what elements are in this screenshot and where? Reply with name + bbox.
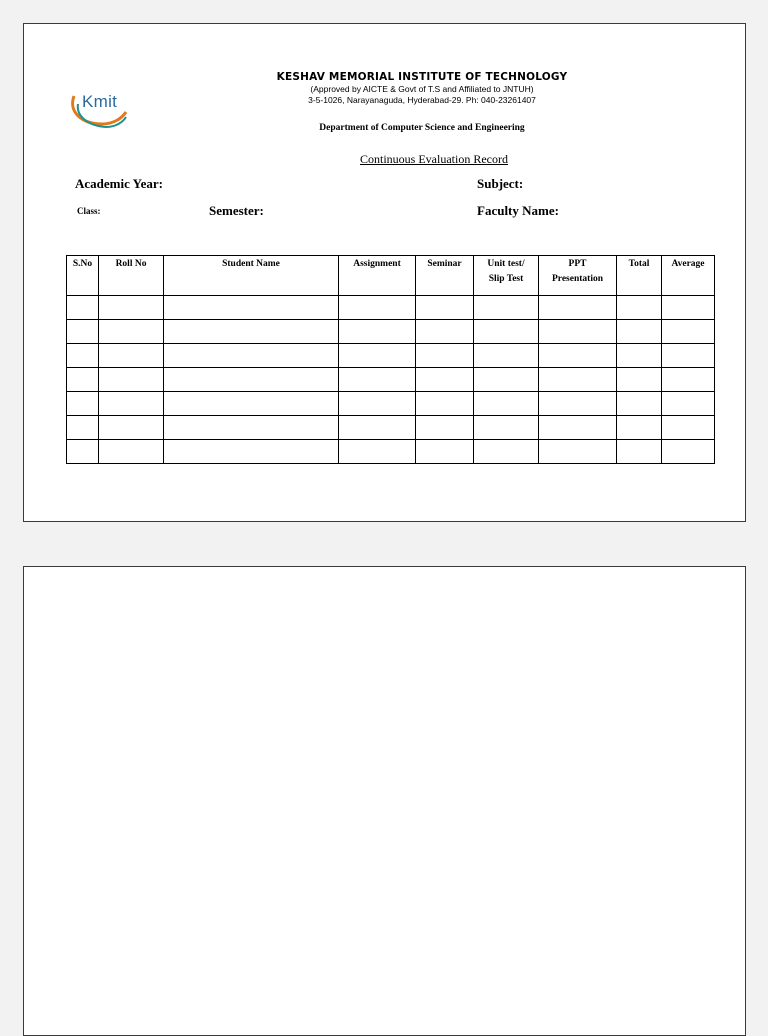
table-body (67, 296, 715, 464)
table-cell (416, 416, 474, 440)
table-cell (539, 368, 617, 392)
table-row (67, 392, 715, 416)
table-row (67, 296, 715, 320)
table-cell (164, 368, 339, 392)
table-cell (339, 392, 416, 416)
col-header-sno: S.No (67, 256, 99, 296)
table-cell (539, 296, 617, 320)
table-cell (339, 344, 416, 368)
col-header-assignment: Assignment (339, 256, 416, 296)
table-cell (474, 296, 539, 320)
institution-address: 3-5-1026, Narayanaguda, Hyderabad-29. Ph: 040-23261407 (308, 95, 536, 105)
table-cell (539, 440, 617, 464)
table-cell (164, 440, 339, 464)
table-cell (474, 344, 539, 368)
col-header-student-name: Student Name (164, 256, 339, 296)
subject-label: Subject: (477, 176, 524, 191)
col-header-unit-test: Unit test/ Slip Test (474, 256, 539, 296)
table-cell (99, 296, 164, 320)
evaluation-table (66, 255, 715, 464)
table-cell (339, 440, 416, 464)
table-cell (67, 440, 99, 464)
table-cell (339, 296, 416, 320)
table-cell (539, 320, 617, 344)
institution-approval: (Approved by AICTE & Govt of T.S and Affiliated to JNTUH) (310, 84, 534, 94)
table-cell (539, 392, 617, 416)
table-cell (67, 296, 99, 320)
table-cell (416, 344, 474, 368)
kmit-logo (68, 90, 132, 138)
table-cell (662, 392, 715, 416)
table-cell (339, 368, 416, 392)
col-header-ppt: PPT Presentation (539, 256, 617, 296)
table-cell (416, 440, 474, 464)
table-cell (99, 416, 164, 440)
table-cell (99, 320, 164, 344)
semester-label: Semester: (209, 203, 264, 218)
faculty-name-label: Faculty Name: (477, 203, 559, 218)
table-cell (164, 296, 339, 320)
table-cell (99, 344, 164, 368)
evaluation-record-page (23, 23, 746, 522)
table-cell (164, 320, 339, 344)
table-cell (474, 392, 539, 416)
table-row (67, 344, 715, 368)
col-header-total: Total (617, 256, 662, 296)
table-cell (662, 368, 715, 392)
table-cell (339, 416, 416, 440)
table-cell (474, 368, 539, 392)
table-cell (67, 392, 99, 416)
table-cell (617, 368, 662, 392)
table-row (67, 440, 715, 464)
table-cell (99, 440, 164, 464)
table-cell (617, 416, 662, 440)
class-label: Class: (77, 206, 101, 216)
record-title: Continuous Evaluation Record (360, 152, 508, 166)
department-name: Department of Computer Science and Engineering (319, 123, 525, 133)
col-header-average: Average (662, 256, 715, 296)
table-cell (662, 344, 715, 368)
academic-year-label: Academic Year: (75, 176, 163, 191)
table-cell (416, 320, 474, 344)
table-cell (617, 344, 662, 368)
table-cell (416, 296, 474, 320)
table-cell (164, 416, 339, 440)
table-cell (474, 440, 539, 464)
table-cell (67, 344, 99, 368)
table-cell (539, 344, 617, 368)
table-header-row (67, 256, 715, 296)
table-row (67, 368, 715, 392)
table-cell (617, 296, 662, 320)
table-cell (474, 416, 539, 440)
table-cell (99, 368, 164, 392)
table-cell (662, 416, 715, 440)
table-cell (617, 320, 662, 344)
table-cell (662, 320, 715, 344)
table-cell (164, 392, 339, 416)
table-cell (339, 320, 416, 344)
table-cell (662, 440, 715, 464)
table-row (67, 320, 715, 344)
col-header-roll-no: Roll No (99, 256, 164, 296)
blank-page (23, 566, 746, 1036)
table-cell (539, 416, 617, 440)
table-cell (617, 392, 662, 416)
table-cell (67, 368, 99, 392)
logo-text: Kmit (82, 92, 118, 111)
col-header-seminar: Seminar (416, 256, 474, 296)
table-cell (99, 392, 164, 416)
table-row (67, 416, 715, 440)
table-cell (67, 416, 99, 440)
table-cell (416, 368, 474, 392)
table-cell (617, 440, 662, 464)
table-cell (662, 296, 715, 320)
table-cell (67, 320, 99, 344)
table-cell (474, 320, 539, 344)
institution-name: KESHAV MEMORIAL INSTITUTE OF TECHNOLOGY (276, 71, 568, 83)
table-cell (416, 392, 474, 416)
table-cell (164, 344, 339, 368)
